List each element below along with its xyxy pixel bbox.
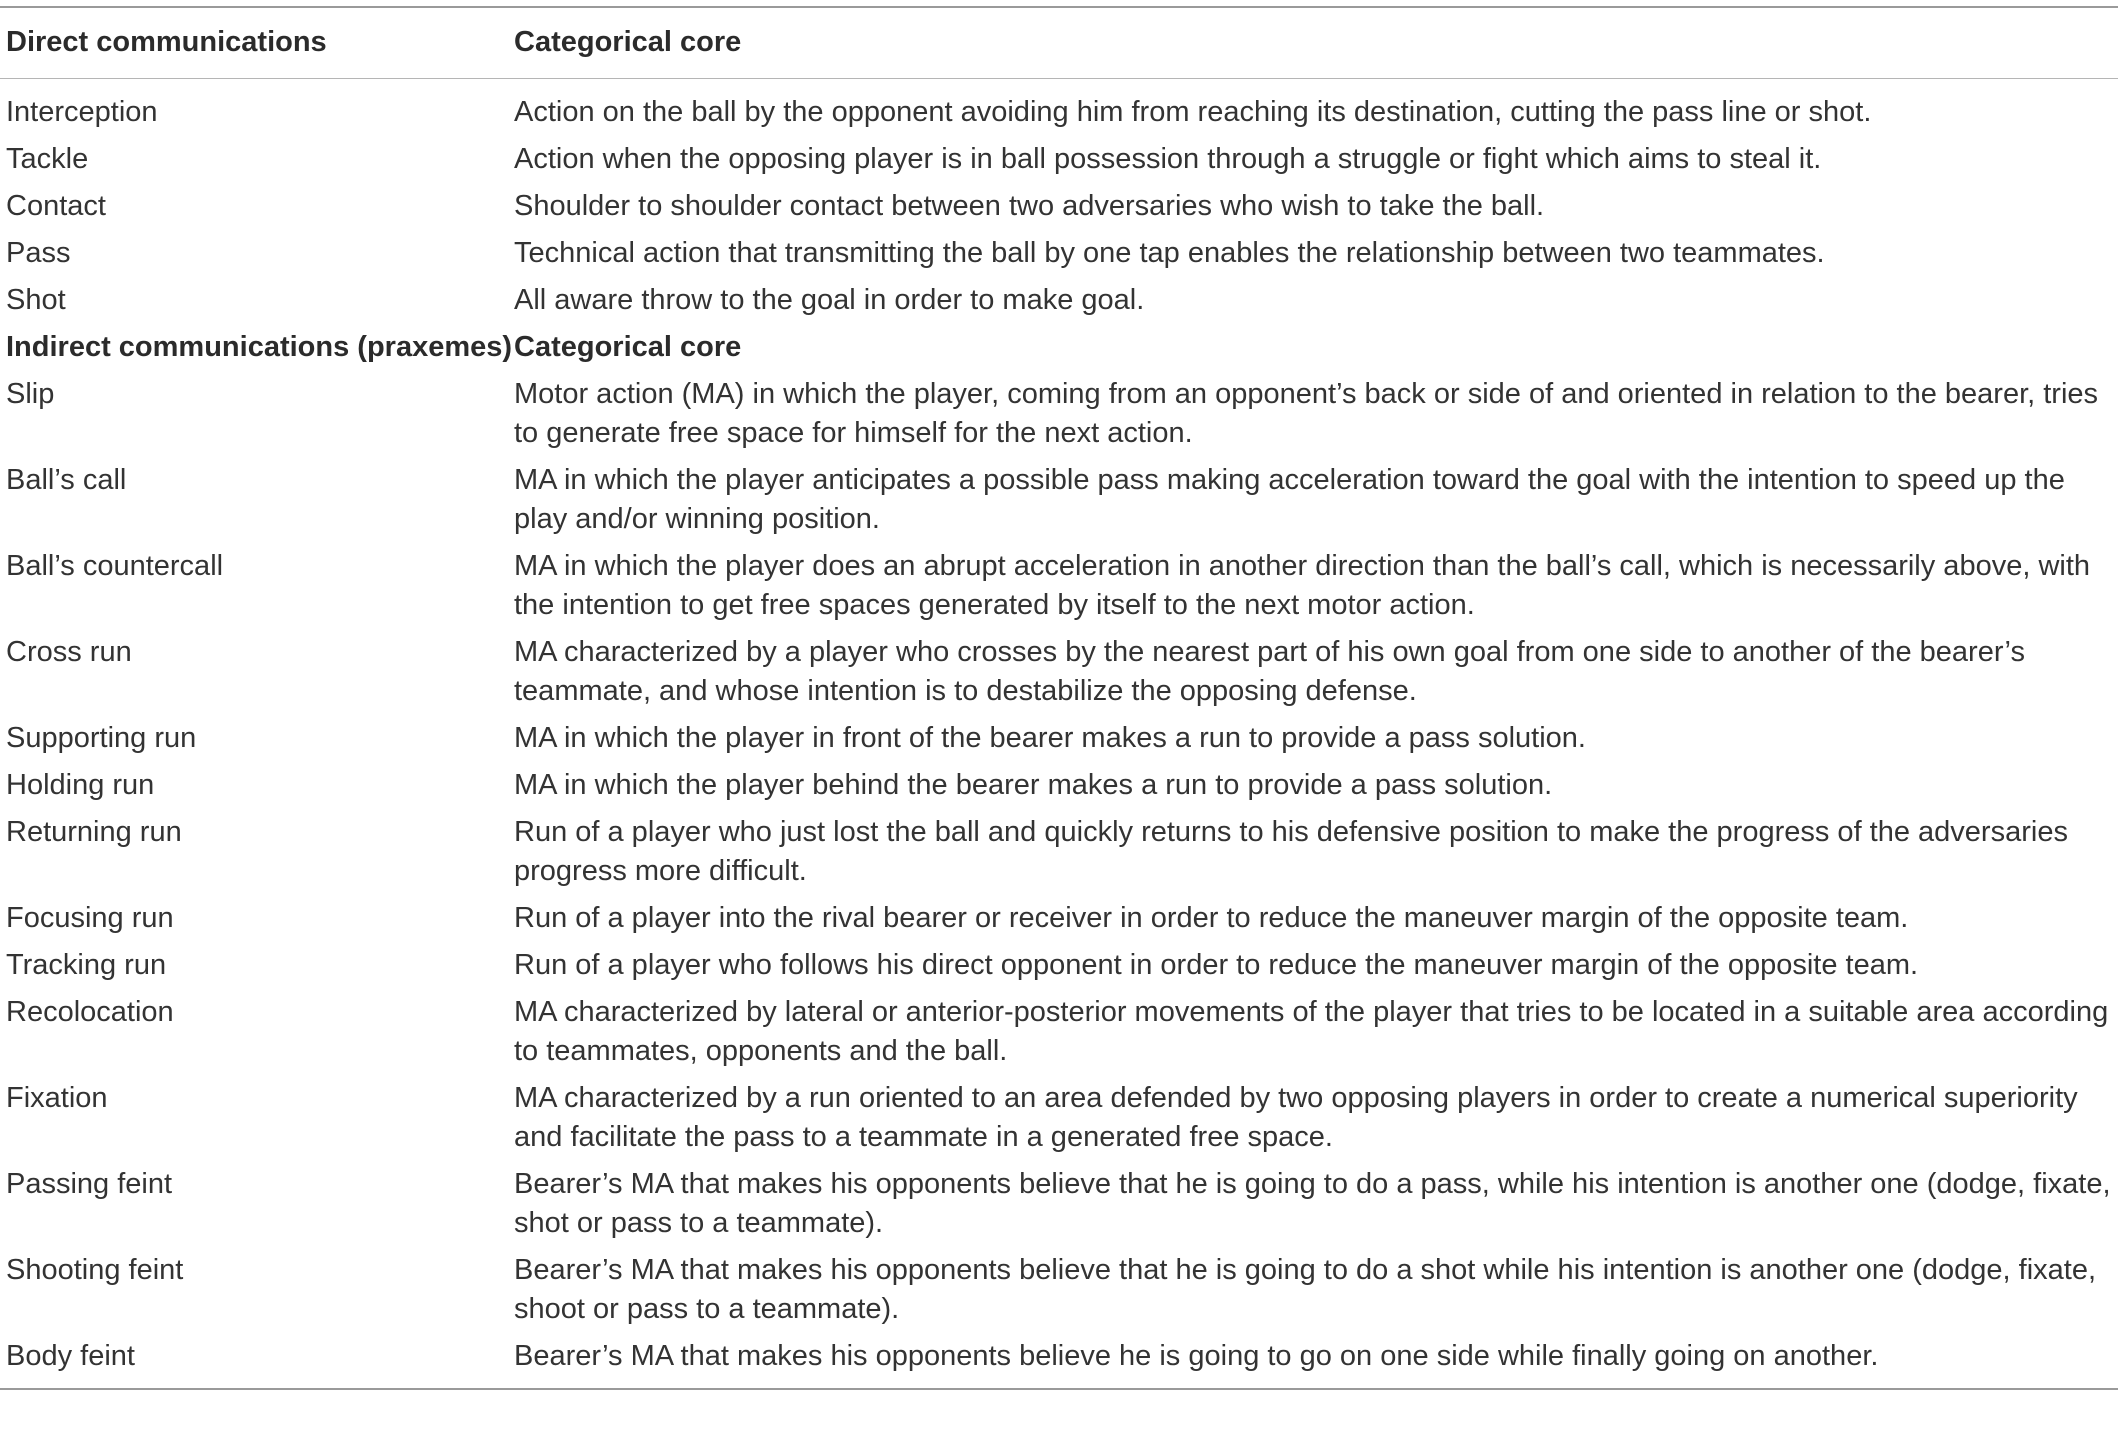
subheader-row	[0, 324, 2118, 371]
row-term: Focusing run	[6, 902, 174, 934]
table-row	[0, 1247, 2118, 1333]
row-term: Slip	[6, 378, 55, 410]
table-row	[0, 136, 2118, 183]
row-definition: Shoulder to shoulder contact between two adversaries who wish to take the ball.	[514, 190, 1545, 222]
table-row	[0, 1075, 2118, 1161]
table-row	[0, 809, 2118, 895]
table-row	[0, 230, 2118, 277]
row-term: Fixation	[6, 1082, 108, 1114]
table-row	[0, 629, 2118, 715]
table-row	[0, 715, 2118, 762]
subheader-categorical-core: Categorical core	[514, 331, 742, 363]
row-definition: Motor action (MA) in which the player, coming from an opponent’s back or side of and oriented in relation to the bearer, tries to generate free space for himself for the next action.	[514, 378, 2099, 449]
row-term: Passing feint	[6, 1168, 173, 1200]
table-row	[0, 1333, 2118, 1389]
row-term: Ball’s countercall	[6, 550, 224, 582]
row-term: Tackle	[6, 143, 89, 175]
table-row	[0, 1161, 2118, 1247]
row-term: Contact	[6, 190, 106, 222]
row-definition: MA in which the player behind the bearer makes a run to provide a pass solution.	[514, 769, 1553, 801]
row-definition: Action on the ball by the opponent avoiding him from reaching its destination, cutting the pass line or shot.	[514, 96, 1872, 128]
table-row	[0, 79, 2118, 137]
header-categorical-core: Categorical core	[513, 8, 2118, 79]
row-term: Cross run	[6, 636, 132, 668]
bottom-rule	[0, 1389, 2118, 1390]
row-definition: Action when the opposing player is in ball possession through a struggle or fight which aims to steal it.	[514, 143, 1822, 175]
row-definition: Bearer’s MA that makes his opponents believe that he is going to do a pass, while his intention is another one (dodge, fixate, shot or pass to a teammate).	[514, 1168, 2111, 1239]
row-term: Shot	[6, 284, 66, 316]
row-term: Recolocation	[6, 996, 174, 1028]
row-term: Supporting run	[6, 722, 197, 754]
row-definition: Bearer’s MA that makes his opponents believe that he is going to do a shot while his intention is another one (dodge, fixate, shoot or pass to a teammate).	[514, 1254, 2097, 1325]
table-row	[0, 183, 2118, 230]
table-row	[0, 942, 2118, 989]
row-definition: Run of a player who just lost the ball and quickly returns to his defensive position to make the progress of the adversaries progress more difficult.	[514, 816, 2068, 887]
row-definition: MA characterized by a run oriented to an area defended by two opposing players in order to create a numerical superiority and facilitate the pass to a teammate in a generated free space.	[514, 1082, 2078, 1153]
table-row	[0, 277, 2118, 324]
table-row	[0, 989, 2118, 1075]
row-term: Pass	[6, 237, 71, 269]
row-definition: MA in which the player in front of the bearer makes a run to provide a pass solution.	[514, 722, 1586, 754]
row-definition: All aware throw to the goal in order to make goal.	[514, 284, 1145, 316]
row-term: Body feint	[6, 1340, 135, 1372]
row-term: Interception	[6, 96, 158, 128]
table-header-row	[0, 8, 2118, 79]
row-definition: MA characterized by a player who crosses by the nearest part of his own goal from one side to another of the bearer’s teammate, and whose intention is to destabilize the opposing defense.	[514, 636, 2025, 707]
row-term: Ball’s call	[6, 464, 127, 496]
row-term: Shooting feint	[6, 1254, 184, 1286]
table-row	[0, 762, 2118, 809]
table-row	[0, 457, 2118, 543]
header-direct-communications: Direct communications	[0, 8, 513, 79]
row-term: Holding run	[6, 769, 155, 801]
table-row	[0, 371, 2118, 457]
row-definition: MA characterized by lateral or anterior-posterior movements of the player that tries to be located in a suitable area according to teammates, opponents and the ball.	[514, 996, 2109, 1067]
table-row	[0, 543, 2118, 629]
row-definition: MA in which the player anticipates a possible pass making acceleration toward the goal with the intention to speed up the play and/or winning position.	[514, 464, 2065, 535]
row-definition: Run of a player who follows his direct opponent in order to reduce the maneuver margin of the opposite team.	[514, 949, 1919, 981]
row-term: Tracking run	[6, 949, 167, 981]
table-row	[0, 895, 2118, 942]
row-definition: Technical action that transmitting the ball by one tap enables the relationship between two teammates.	[514, 237, 1825, 269]
row-definition: MA in which the player does an abrupt acceleration in another direction than the ball’s call, which is necessarily above, with the intention to get free spaces generated by itself to the next motor action.	[514, 550, 2091, 621]
subheader-indirect-communications: Indirect communications (praxemes)	[6, 331, 513, 363]
row-term: Returning run	[6, 816, 182, 848]
row-definition: Bearer’s MA that makes his opponents believe he is going to go on one side while finally going on another.	[514, 1340, 1879, 1372]
row-definition: Run of a player into the rival bearer or receiver in order to reduce the maneuver margin of the opposite team.	[514, 902, 1909, 934]
communications-table	[0, 6, 2118, 1390]
